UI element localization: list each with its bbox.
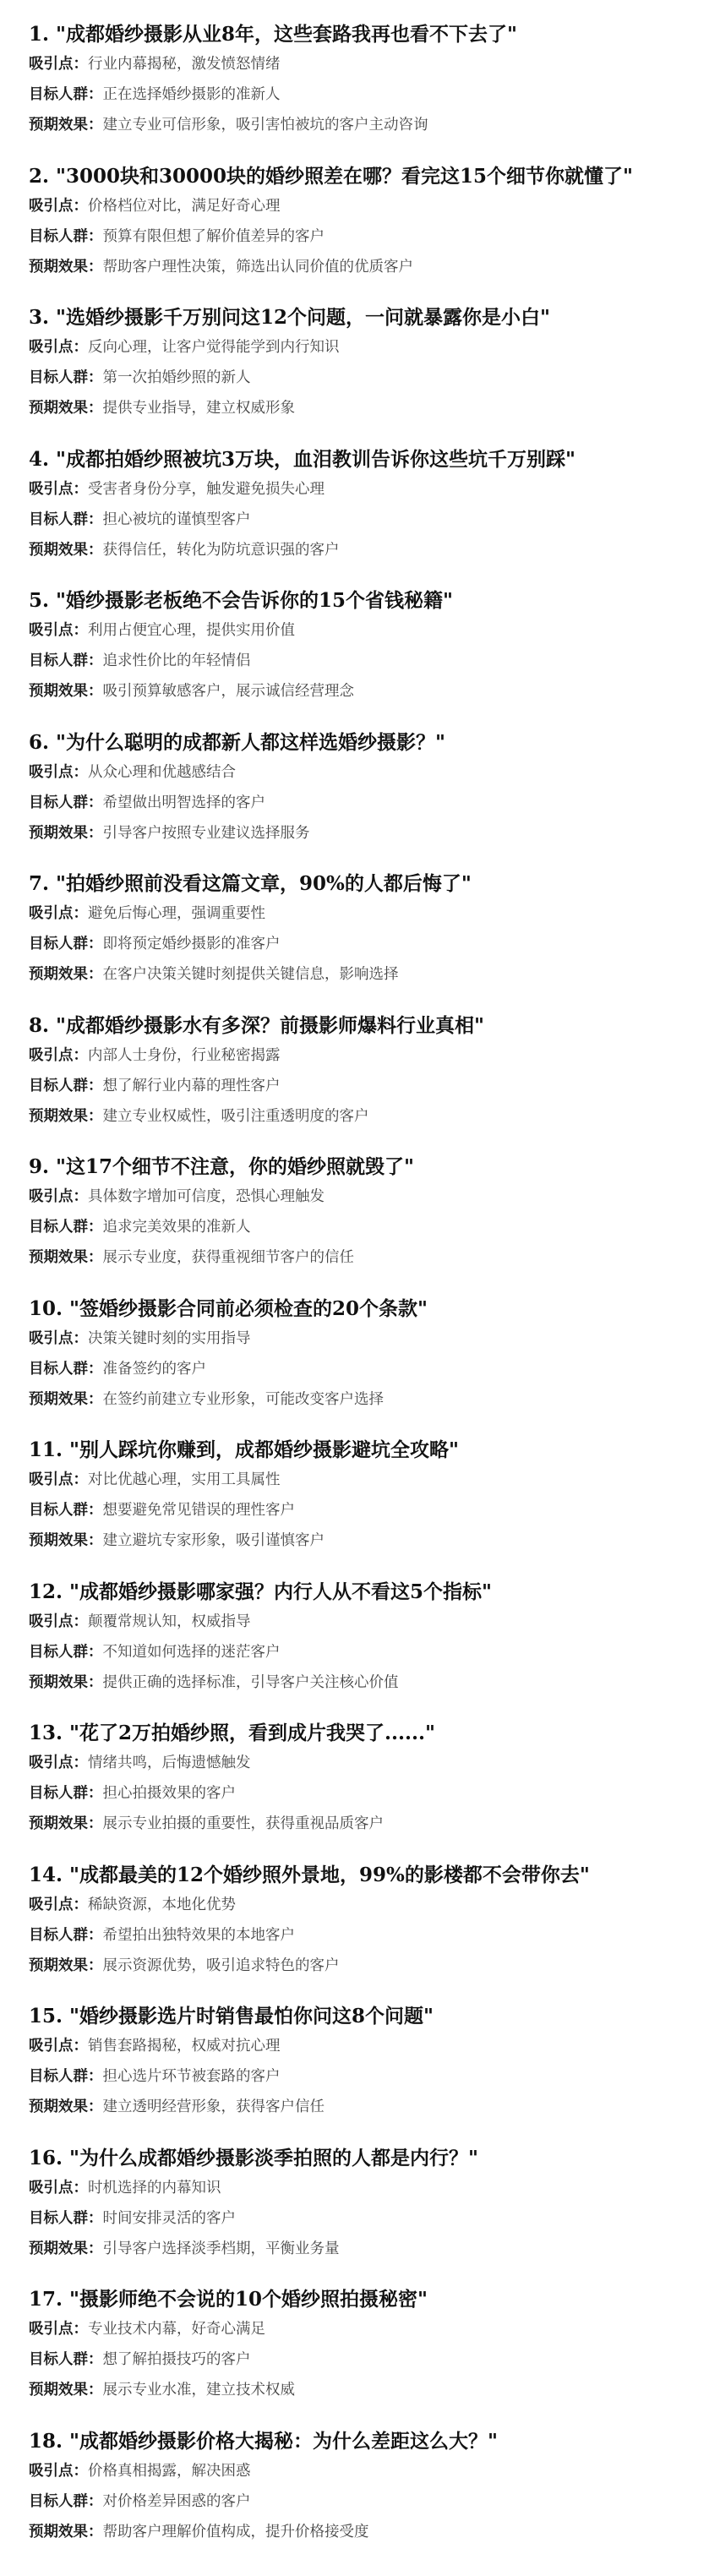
detail-label: 吸引点： [29, 1896, 88, 1913]
headline-entry [29, 437, 691, 579]
headline-title: 16. "为什么成都婚纱摄影淡季拍照的人都是内行？" [29, 2146, 478, 2169]
detail-label: 吸引点： [29, 1471, 88, 1488]
detail-row [29, 221, 691, 252]
detail-row [29, 474, 691, 505]
detail-label: 预期效果： [29, 400, 103, 417]
detail-label: 目标人群： [29, 1502, 103, 1519]
detail-row [29, 79, 691, 110]
detail-row [29, 2173, 691, 2203]
detail-label: 吸引点： [29, 56, 88, 73]
detail-label: 吸引点： [29, 1613, 88, 1630]
detail-row [29, 959, 691, 990]
detail-text: 不知道如何选择的迷茫客户 [102, 1643, 281, 1661]
detail-row [29, 1101, 691, 1132]
detail-label: 预期效果： [29, 824, 103, 842]
detail-label: 吸引点： [29, 1188, 88, 1205]
detail-label: 吸引点： [29, 480, 88, 498]
detail-label: 目标人群： [29, 2492, 103, 2510]
detail-label: 预期效果： [29, 1390, 103, 1408]
detail-row [29, 191, 691, 221]
detail-row [29, 1212, 691, 1242]
detail-text: 建立专业可信形象，吸引害怕被坑的客户主动咨询 [102, 117, 428, 134]
detail-row [29, 2031, 691, 2061]
detail-text: 时机选择的内幕知识 [88, 2179, 221, 2197]
detail-label: 预期效果： [29, 2382, 103, 2399]
detail-label: 预期效果： [29, 2523, 103, 2541]
detail-row [29, 757, 691, 788]
detail-text: 引导客户按照专业建议选择服务 [102, 824, 310, 842]
detail-text: 颠覆常规认知，权威指导 [88, 1613, 251, 1630]
detail-text: 担心选片环节被套路的客户 [102, 2068, 281, 2085]
detail-label: 预期效果： [29, 683, 103, 700]
detail-label: 预期效果： [29, 1815, 103, 1832]
detail-row [29, 1495, 691, 1525]
detail-label: 预期效果： [29, 2240, 103, 2257]
headline-title: 4. "成都拍婚纱照被坑3万块，血泪教训告诉你这些坑千万别踩" [29, 447, 575, 471]
detail-row [29, 676, 691, 707]
detail-row [29, 49, 691, 79]
detail-row [29, 1182, 691, 1212]
detail-label: 目标人群： [29, 1785, 103, 1802]
headline-entry [29, 154, 691, 296]
headline-entry [29, 1711, 691, 1853]
detail-label: 目标人群： [29, 1077, 103, 1094]
detail-row [29, 505, 691, 535]
headline-title: 11. "别人踩坑你赚到，成都婚纱摄影避坑全攻略" [29, 1438, 459, 1461]
headline-entry [29, 2419, 691, 2561]
detail-text: 想要避免常见错误的理性客户 [102, 1502, 295, 1519]
detail-row [29, 2486, 691, 2517]
headline-entry [29, 12, 691, 154]
detail-label: 目标人群： [29, 1360, 103, 1378]
headline-entry [29, 1144, 691, 1286]
detail-row [29, 2203, 691, 2234]
detail-row [29, 1242, 691, 1273]
detail-row [29, 788, 691, 818]
detail-text: 避免后悔心理，强调重要性 [88, 905, 265, 922]
detail-label: 吸引点： [29, 2179, 88, 2197]
detail-label: 目标人群： [29, 936, 103, 952]
detail-text: 价格档位对比，满足好奇心理 [88, 197, 281, 215]
detail-text: 销售套路揭秘，权威对抗心理 [88, 2038, 281, 2055]
detail-label: 预期效果： [29, 1673, 103, 1691]
detail-label: 预期效果： [29, 1957, 103, 1974]
detail-row [29, 1637, 691, 1667]
detail-label: 目标人群： [29, 2351, 103, 2368]
detail-label: 预期效果： [29, 541, 103, 559]
headline-title: 7. "拍婚纱照前没看这篇文章，90%的人都后悔了" [29, 872, 472, 895]
detail-label: 预期效果： [29, 117, 103, 134]
headline-entry [29, 1994, 691, 2136]
detail-row [29, 1748, 691, 1778]
detail-text: 展示专业水准，建立技术权威 [102, 2382, 295, 2399]
detail-text: 时间安排灵活的客户 [102, 2209, 236, 2227]
detail-text: 想了解拍摄技巧的客户 [102, 2351, 251, 2368]
detail-label: 目标人群： [29, 369, 103, 386]
detail-row [29, 2061, 691, 2092]
detail-row [29, 2375, 691, 2405]
detail-text: 希望做出明智选择的客户 [102, 794, 265, 811]
detail-text: 展示专业度，获得重视细节客户的信任 [102, 1249, 354, 1266]
detail-text: 在签约前建立专业形象，可能改变客户选择 [102, 1390, 384, 1408]
detail-text: 决策关键时刻的实用指导 [88, 1329, 251, 1347]
headline-entry [29, 1427, 691, 1569]
detail-label: 吸引点： [29, 1046, 88, 1064]
detail-text: 帮助客户理性决策，筛选出认同价值的优质客户 [102, 258, 413, 276]
detail-text: 价格真相揭露，解决困惑 [88, 2462, 251, 2480]
detail-label: 预期效果： [29, 966, 103, 983]
detail-text: 行业内幕揭秘，激发愤怒情绪 [88, 56, 281, 73]
headline-title: 8. "成都婚纱摄影水有多深？前摄影师爆料行业真相" [29, 1013, 484, 1037]
detail-label: 吸引点： [29, 622, 88, 639]
detail-text: 即将预定婚纱摄影的准客户 [102, 936, 281, 952]
detail-row [29, 1465, 691, 1495]
detail-text: 在客户决策关键时刻提供关键信息，影响选择 [102, 966, 399, 983]
detail-text: 建立专业权威性，吸引注重透明度的客户 [102, 1107, 369, 1125]
headline-title: 9. "这17个细节不注意，你的婚纱照就毁了" [29, 1155, 414, 1178]
detail-label: 吸引点： [29, 197, 88, 215]
headline-title: 14. "成都最美的12个婚纱照外景地，99%的影楼都不会带你去" [29, 1863, 590, 1886]
headline-entry [29, 720, 691, 862]
detail-row [29, 646, 691, 676]
detail-row [29, 2234, 691, 2264]
detail-label: 预期效果： [29, 1532, 103, 1549]
headline-entry [29, 1569, 691, 1711]
detail-row [29, 615, 691, 646]
detail-row [29, 929, 691, 959]
detail-text: 想了解行业内幕的理性客户 [102, 1077, 281, 1094]
headline-entry [29, 1003, 691, 1145]
headline-title: 12. "成都婚纱摄影哪家强？内行人从不看这5个指标" [29, 1580, 492, 1603]
detail-text: 担心拍摄效果的客户 [102, 1785, 236, 1802]
detail-row [29, 2344, 691, 2375]
headline-title: 15. "婚纱摄影选片时销售最怕你问这8个问题" [29, 2005, 434, 2028]
detail-text: 帮助客户理解价值构成，提升价格接受度 [102, 2523, 369, 2541]
detail-text: 具体数字增加可信度，恐惧心理触发 [88, 1188, 325, 1205]
headline-title: 6. "为什么聪明的成都新人都这样选婚纱摄影？" [29, 730, 445, 754]
detail-text: 提供正确的选择标准，引导客户关注核心价值 [102, 1673, 399, 1691]
detail-row [29, 1071, 691, 1101]
detail-label: 预期效果： [29, 1107, 103, 1125]
detail-label: 目标人群： [29, 2068, 103, 2085]
detail-row [29, 332, 691, 363]
detail-text: 第一次拍婚纱照的新人 [102, 369, 251, 386]
detail-label: 目标人群： [29, 2209, 103, 2227]
detail-text: 展示资源优势，吸引追求特色的客户 [102, 1957, 340, 1974]
detail-label: 目标人群： [29, 1643, 103, 1661]
detail-row [29, 110, 691, 140]
headline-entry [29, 2277, 691, 2419]
detail-row [29, 535, 691, 565]
detail-label: 目标人群： [29, 652, 103, 669]
detail-text: 稀缺资源，本地化优势 [88, 1896, 236, 1913]
detail-row [29, 2314, 691, 2344]
detail-row [29, 818, 691, 849]
detail-text: 引导客户选择淡季档期，平衡业务量 [102, 2240, 340, 2257]
detail-text: 获得信任，转化为防坑意识强的客户 [102, 541, 340, 559]
detail-text: 预算有限但想了解价值差异的客户 [102, 227, 325, 245]
detail-label: 吸引点： [29, 905, 88, 922]
headline-title: 5. "婚纱摄影老板绝不会告诉你的15个省钱秘籍" [29, 589, 453, 612]
detail-label: 吸引点： [29, 1755, 88, 1771]
detail-text: 从众心理和优越感结合 [88, 763, 236, 781]
headline-title: 10. "签婚纱摄影合同前必须检查的20个条款" [29, 1296, 428, 1320]
headline-title: 18. "成都婚纱摄影价格大揭秘：为什么差距这么大？" [29, 2429, 498, 2453]
detail-text: 正在选择婚纱摄影的准新人 [102, 86, 281, 103]
detail-text: 情绪共鸣，后悔遗憾触发 [88, 1755, 251, 1771]
detail-row [29, 1778, 691, 1809]
detail-text: 对比优越心理，实用工具属性 [88, 1471, 281, 1488]
detail-label: 目标人群： [29, 1219, 103, 1236]
detail-row [29, 1525, 691, 1556]
headline-entry [29, 578, 691, 720]
detail-text: 希望拍出独特效果的本地客户 [102, 1926, 295, 1944]
detail-text: 吸引预算敏感客户，展示诚信经营理念 [102, 683, 354, 700]
detail-text: 反向心理，让客户觉得能学到内行知识 [88, 339, 340, 356]
detail-row [29, 2092, 691, 2122]
detail-text: 利用占便宜心理，提供实用价值 [88, 622, 295, 639]
detail-row [29, 1607, 691, 1637]
detail-label: 预期效果： [29, 2098, 103, 2115]
detail-row [29, 393, 691, 423]
detail-row [29, 1323, 691, 1354]
detail-row [29, 1809, 691, 1839]
detail-text: 担心被坑的谨慎型客户 [102, 510, 251, 528]
detail-label: 目标人群： [29, 86, 103, 103]
headline-entry [29, 1286, 691, 1428]
detail-label: 目标人群： [29, 1926, 103, 1944]
detail-row [29, 252, 691, 282]
detail-row [29, 1040, 691, 1071]
detail-label: 吸引点： [29, 2462, 88, 2480]
detail-text: 受害者身份分享，触发避免损失心理 [88, 480, 325, 498]
detail-text: 内部人士身份，行业秘密揭露 [88, 1046, 281, 1064]
headline-entry [29, 295, 691, 437]
headline-title: 17. "摄影师绝不会说的10个婚纱照拍摄秘密" [29, 2288, 428, 2311]
detail-row [29, 2517, 691, 2547]
detail-row [29, 1354, 691, 1384]
detail-row [29, 2456, 691, 2486]
detail-text: 提供专业指导，建立权威形象 [102, 400, 295, 417]
headline-entry [29, 2136, 691, 2278]
detail-label: 吸引点： [29, 339, 88, 356]
detail-text: 建立避坑专家形象，吸引谨慎客户 [102, 1532, 325, 1549]
detail-text: 建立透明经营形象，获得客户信任 [102, 2098, 325, 2115]
detail-row [29, 1920, 691, 1951]
detail-label: 预期效果： [29, 258, 103, 276]
headline-title: 3. "选婚纱摄影千万别问这12个问题，一问就暴露你是小白" [29, 306, 550, 329]
detail-label: 目标人群： [29, 794, 103, 811]
detail-label: 吸引点： [29, 763, 88, 781]
headline-title: 2. "3000块和30000块的婚纱照差在哪？看完这15个细节你就懂了" [29, 164, 634, 188]
detail-text: 展示专业拍摄的重要性，获得重视品质客户 [102, 1815, 384, 1832]
headline-entry [29, 1853, 691, 1995]
headline-title: 13. "花了2万拍婚纱照，看到成片我哭了......" [29, 1722, 436, 1744]
detail-label: 吸引点： [29, 2038, 88, 2055]
detail-row [29, 1667, 691, 1698]
detail-text: 追求性价比的年轻情侣 [102, 652, 251, 669]
detail-row [29, 898, 691, 929]
detail-label: 目标人群： [29, 510, 103, 528]
detail-row [29, 1384, 691, 1415]
detail-label: 预期效果： [29, 1249, 103, 1266]
detail-row [29, 1890, 691, 1920]
detail-label: 目标人群： [29, 227, 103, 245]
headline-title: 1. "成都婚纱摄影从业8年，这些套路我再也看不下去了" [29, 23, 517, 46]
detail-label: 吸引点： [29, 2321, 88, 2338]
detail-text: 专业技术内幕，好奇心满足 [88, 2321, 265, 2338]
detail-text: 对价格差异困惑的客户 [102, 2492, 251, 2510]
detail-label: 吸引点： [29, 1329, 88, 1347]
detail-text: 准备签约的客户 [102, 1360, 206, 1378]
detail-row [29, 363, 691, 393]
headline-entry [29, 861, 691, 1003]
detail-text: 追求完美效果的准新人 [102, 1219, 251, 1236]
detail-row [29, 1951, 691, 1981]
